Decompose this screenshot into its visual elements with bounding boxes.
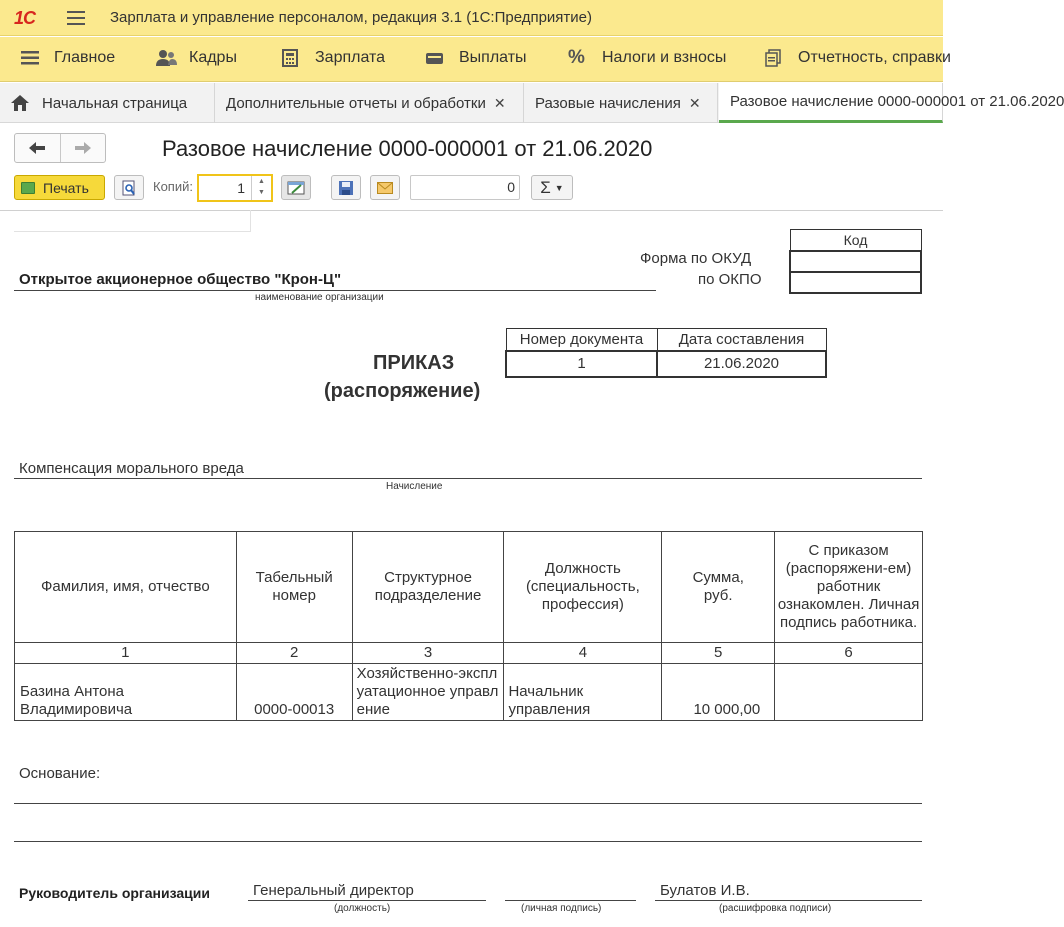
accrual-name[interactable]: Компенсация морального вреда xyxy=(19,460,244,477)
people-icon xyxy=(155,49,175,67)
position[interactable]: Начальник управления xyxy=(504,664,662,721)
preview-button[interactable] xyxy=(114,175,144,200)
head-position[interactable]: Генеральный директор xyxy=(253,882,414,899)
nav-item-taxes[interactable] xyxy=(568,49,726,67)
history-nav xyxy=(14,133,106,163)
chevron-down-icon: ▼ xyxy=(554,182,564,193)
doc-number[interactable]: 1 xyxy=(506,351,657,377)
tab-label: Разовые начисления xyxy=(535,94,681,112)
employee-name[interactable]: Базина Антона Владимировича xyxy=(15,664,237,721)
title-bar xyxy=(0,0,943,36)
print-button[interactable] xyxy=(14,175,105,200)
head-name-underline xyxy=(655,900,922,901)
wallet-icon xyxy=(425,49,445,67)
doc-date[interactable]: 21.06.2020 xyxy=(657,351,826,377)
copies-stepper[interactable]: ▲ ▼ xyxy=(251,176,271,200)
nav-item-hr[interactable] xyxy=(155,49,237,67)
app-title: Зарплата и управление персоналом, редакция 3.1 (1С:Предприятие) xyxy=(110,9,593,26)
head-position-caption: (должность) xyxy=(334,903,391,914)
head-name[interactable]: Булатов И.В. xyxy=(660,882,750,899)
copies-value: 1 xyxy=(237,180,245,196)
column-header: Фамилия, имя, отчество xyxy=(15,532,237,643)
head-signature-caption: (личная подпись) xyxy=(521,903,602,914)
org-name: Открытое акционерное общество "Крон-Ц" xyxy=(19,271,342,288)
arrow-right-icon xyxy=(74,141,92,155)
order-subtitle: (распоряжение) xyxy=(324,380,481,402)
sum-field[interactable]: 0 xyxy=(410,175,520,200)
head-signature-underline xyxy=(505,900,636,901)
edit-table-icon xyxy=(287,180,305,196)
doc-number-table xyxy=(505,328,827,378)
sum-mode-button[interactable] xyxy=(531,175,573,200)
basis-underline-2 xyxy=(14,841,922,842)
column-number: 1 xyxy=(15,643,237,664)
column-number: 6 xyxy=(775,643,923,664)
order-title: ПРИКАЗ xyxy=(373,352,455,374)
save-icon xyxy=(338,180,354,196)
nav-item-label: Главное xyxy=(54,49,116,66)
tab-label: Дополнительные отчеты и обработки xyxy=(226,94,486,112)
tab-home[interactable] xyxy=(0,83,215,123)
doc-date-header: Дата составления xyxy=(657,329,826,351)
main-nav xyxy=(0,37,951,82)
copies-label: Копий: xyxy=(153,179,193,194)
home-icon xyxy=(10,94,30,112)
print-button-label: Печать xyxy=(43,179,89,196)
basis-underline xyxy=(14,803,922,804)
tab-bar xyxy=(0,83,1064,123)
tab-label: Разовое начисление 0000-000001 от 21.06.2020 xyxy=(730,93,1064,110)
envelope-icon xyxy=(377,182,393,194)
code-header: Код xyxy=(790,230,921,251)
amount[interactable]: 10 000,00 xyxy=(662,664,775,721)
copies-input[interactable] xyxy=(197,174,273,202)
nav-item-label: Кадры xyxy=(189,49,237,66)
head-position-underline xyxy=(248,900,486,901)
sigma-icon: Σ xyxy=(540,177,551,197)
column-header: Сумма, руб. xyxy=(662,532,775,643)
employees-table xyxy=(14,531,923,721)
printer-icon xyxy=(21,182,35,194)
tab-number[interactable]: 0000-00013 xyxy=(236,664,352,721)
forward-button[interactable] xyxy=(60,134,106,162)
code-table xyxy=(789,229,922,294)
save-button[interactable] xyxy=(331,175,361,200)
nav-item-label: Зарплата xyxy=(315,49,386,66)
percent-icon: % xyxy=(568,47,585,68)
menu-icon[interactable] xyxy=(67,11,85,25)
column-number: 4 xyxy=(504,643,662,664)
edit-toggle-button[interactable] xyxy=(281,175,311,200)
nav-item-salary[interactable] xyxy=(281,49,385,67)
accrual-underline xyxy=(14,478,922,479)
accrual-caption: Начисление xyxy=(386,481,443,492)
doc-number-header: Номер документа xyxy=(506,329,657,351)
nav-item-label: Налоги и взносы xyxy=(602,49,727,66)
page-title: Разовое начисление 0000-000001 от 21.06.2020 xyxy=(162,136,653,161)
column-header: Структурное подразделение xyxy=(352,532,504,643)
tab-one-time-accruals[interactable] xyxy=(525,83,718,123)
table-row xyxy=(15,664,923,721)
close-icon[interactable]: ✕ xyxy=(688,94,701,111)
head-name-caption: (расшифровка подписи) xyxy=(719,903,832,914)
app-logo: 1С xyxy=(14,8,36,28)
nav-item-reports[interactable] xyxy=(764,49,951,67)
column-number: 3 xyxy=(352,643,504,664)
list-icon xyxy=(20,49,40,67)
nav-item-main[interactable] xyxy=(20,49,115,67)
report-icon xyxy=(764,49,784,67)
head-label: Руководитель организации xyxy=(19,885,210,901)
column-number: 2 xyxy=(236,643,352,664)
email-button[interactable] xyxy=(370,175,400,200)
column-header: С приказом (распоряжени-ем) работник ознакомлен. Личная подпись работника. xyxy=(775,532,923,643)
org-underline xyxy=(14,290,656,291)
calculator-icon xyxy=(281,49,301,67)
column-number: 5 xyxy=(662,643,775,664)
okpo-code[interactable] xyxy=(790,272,921,293)
tab-additional-reports[interactable] xyxy=(216,83,524,123)
tab-label: Начальная страница xyxy=(42,94,188,112)
tab-current-document[interactable] xyxy=(719,83,1064,123)
nav-item-label: Отчетность, справки xyxy=(798,49,951,66)
back-button[interactable] xyxy=(15,134,60,162)
preview-icon xyxy=(121,180,137,196)
selected-cell[interactable] xyxy=(14,210,251,232)
arrow-left-icon xyxy=(28,141,46,155)
basis-label: Основание: xyxy=(19,765,101,782)
okpo-label: по ОКПО xyxy=(698,271,762,288)
close-icon[interactable]: ✕ xyxy=(493,94,506,111)
okud-label: Форма по ОКУД xyxy=(640,250,752,267)
department[interactable]: Хозяйственно-эксплуатационное управление xyxy=(352,664,504,721)
org-caption: наименование организации xyxy=(255,292,384,303)
employee-signature[interactable] xyxy=(775,664,923,721)
nav-item-payments[interactable] xyxy=(425,49,527,67)
okud-code[interactable] xyxy=(790,251,921,272)
nav-item-label: Выплаты xyxy=(459,49,527,66)
column-header: Должность (специальность, профессия) xyxy=(504,532,662,643)
column-header: Табельный номер xyxy=(236,532,352,643)
